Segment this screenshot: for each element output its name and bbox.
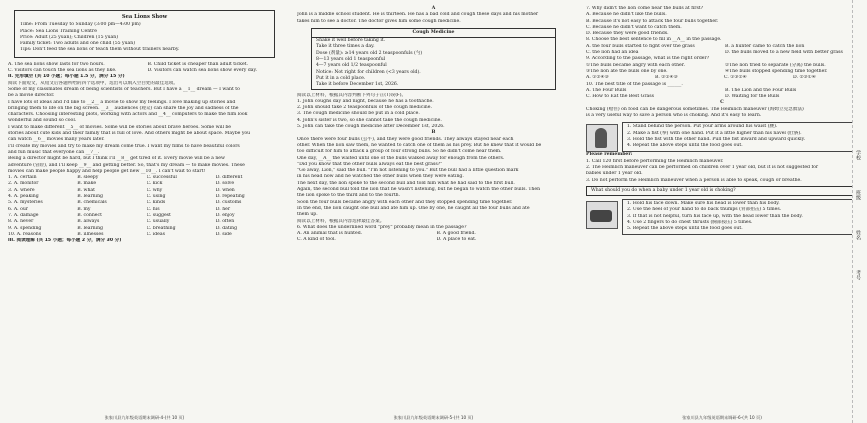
order-item: ①The bulls became angry with each other. [586, 62, 685, 68]
cloze-option[interactable]: C. kick [146, 181, 163, 187]
cloze-option[interactable]: D. her [215, 206, 231, 212]
tf-item[interactable]: 4. John's sister is two, so she cannot take the cough medicine. [297, 117, 442, 123]
story-line: in his head now and he watched the other bulls when they were eating. [297, 174, 464, 180]
cloze-option[interactable]: 7. A. damage [8, 212, 39, 218]
medicine-line: Put it in a cold place. [316, 75, 366, 81]
heimlich-illustration-icon [586, 124, 618, 152]
passage-label-c: C [720, 100, 724, 106]
choose-instructions: 阅读以上材料，根据其内容选择最佳答案。 [297, 218, 385, 224]
option[interactable]: C. ①③②④ [724, 75, 747, 81]
story-line: "Go away, Lion," said the bull. "I'm not listening to you." But the bull had a little question mark [297, 168, 519, 174]
strip-label: 姓名 [855, 230, 861, 240]
cloze-option[interactable]: 10. A. reasons [8, 231, 42, 237]
order-item: ③The lion ate the bulls one by one. [586, 68, 668, 74]
page-4 [0, 0, 289, 423]
steps-box [622, 122, 858, 151]
question-8: 8. Choose the best sentence to fill in __A__ in the passage. [586, 37, 722, 43]
story-line: them up. [297, 212, 318, 218]
intro-line: takes him to see a doctor. The doctor gives him some cough medicine. [297, 18, 461, 24]
notice-line: Tips: Don't feed the sea lions or teach them without trainers nearby. [20, 47, 180, 53]
option[interactable]: B. Child ticket is cheaper than adult ticket. [147, 61, 248, 67]
cloze-option[interactable]: D. often [215, 219, 235, 225]
cloze-option[interactable]: C. usually [146, 219, 170, 225]
passage-line: stories about cute kids and their family that is full of love. And others might be about space. Maybe you [8, 131, 251, 137]
story-line: The next day, the lion spoke to the second bull and told him what he had said to the first bull. [297, 180, 515, 186]
baby-steps [586, 199, 858, 234]
cloze-option[interactable]: 2. A. monitor [8, 181, 39, 187]
cloze-option[interactable]: D. repeating [215, 194, 245, 200]
medicine-line: Notice: Not right for children (<3 years old). [316, 69, 421, 75]
cloze-option[interactable]: C. suggest [146, 212, 171, 218]
passage-line: I'll create my movies and try to make my dream come true. I want my films to have beautiful colors [8, 143, 240, 149]
page-footer: 张家川县九年级英语期末调研-5-(共 10 页) [393, 414, 474, 420]
notice-box [14, 10, 275, 58]
notice-line: Time: From Tuesday to Sunday (3:00 pm—4:00 pm) [20, 22, 141, 28]
step: 3. If that is not helpful, turn his face up, with the head lower than the body. [627, 213, 803, 219]
cloze-option[interactable]: B. chemicals [77, 200, 107, 206]
cloze-option[interactable]: C. kinds [146, 200, 166, 206]
baby-back-thump-illustration-icon [586, 201, 618, 229]
remember-line: babies under 1 year old. [586, 171, 643, 177]
tf-instructions: 阅读以上材料，根据其内容判断下列句子正(T)误(F)。 [297, 92, 407, 98]
section-instructions: 阅读下面短文，从短文后各题所给的四个选项中，选出可以填入空白处的最佳选项。 [8, 80, 178, 86]
step: 1. Hold his face down. Make sure his head is lower than his body. [627, 201, 780, 207]
passage-line: I want to make different __5__ of movies. Some will be stories about brave heroes. Some will be [8, 124, 232, 130]
cloze-option[interactable]: C. successful [146, 175, 177, 181]
option[interactable]: D. Waiting for the Bulls [725, 94, 780, 100]
passage-line: wonderful and sound so cool. [8, 118, 77, 124]
step: 4. Use 2 fingers to do chest thrusts (胸部按压) 5 times. [627, 220, 753, 226]
option[interactable]: A. the four bulls started to fight over the grass [586, 43, 695, 49]
section-title: II. 完形填空 (共 10 小题；每小题 1.5 分，满分 15 分) [8, 74, 125, 80]
cloze-option[interactable]: B. sleepy [77, 175, 99, 181]
binding-strip [852, 0, 867, 423]
cloze-option[interactable]: 9. A. spending [8, 225, 42, 231]
passage-line: Some of my classmates dream of being scientists or teachers. But I have a __1__ dream — I want to [8, 86, 240, 92]
cloze-option[interactable]: D. different [215, 175, 243, 181]
passage-line: I have lots of ideas and I'd like to __2__ a movie to show my feelings. I love making up stories and [8, 99, 236, 105]
step: 5. Repeat the above steps until the food goes out. [627, 226, 743, 232]
cloze-option[interactable]: D. dating [215, 225, 238, 231]
section-title: III. 阅读理解 (共 15 小题；每小题 2 分，满分 30 分) [8, 238, 122, 244]
cloze-option[interactable]: D. customs [215, 200, 242, 206]
page-5 [289, 0, 578, 423]
medicine-line: Dose (剂量): ≥14 years old 2 teaspoonfuls (勺) [316, 50, 423, 56]
option[interactable]: D. ②③①④ [793, 75, 816, 81]
cloze-option[interactable]: B. learning [77, 194, 103, 200]
option[interactable]: B. a hunter came to catch the lion [725, 43, 805, 49]
passage-line: and fun music that everyone can __7__. [8, 149, 100, 155]
strip-label: 考号 [855, 270, 861, 280]
passage-line: adventure (冒险), and I'll keep __9__ and getting better. So, that's my dream — to make movies. These [8, 162, 245, 168]
cloze-option[interactable]: C. using [146, 194, 166, 200]
question-9-items [586, 63, 858, 76]
question-9: 9. According to the passage, what is the right order? [586, 56, 710, 62]
cloze-option[interactable]: 6. A. our [8, 206, 29, 212]
option[interactable]: B. Because it's not easy to attack the four bulls together. [586, 18, 719, 24]
question-8-options [586, 44, 858, 57]
cloze-option[interactable]: D. side [215, 231, 232, 237]
cloze-option[interactable]: C. ideas [146, 231, 165, 237]
notice-title: Sea Lions Show [121, 14, 168, 20]
question-options [8, 62, 281, 75]
cloze-option[interactable]: D. solve [215, 181, 235, 187]
step: 4. Repeat the above steps until the food goes out. [627, 143, 743, 149]
cloze-option[interactable]: B. what [77, 187, 96, 193]
passage-line: can watch __6__ movies many years later. [8, 137, 105, 143]
remember-title: Please remember: [586, 152, 633, 158]
intro-line: is a very useful way to save a person who is choking. And it's easy to learn. [586, 113, 762, 119]
question-10-options [586, 88, 858, 101]
option[interactable]: D. Visitors can watch sea lions show every day. [147, 68, 257, 74]
passage-line: be a movie director. [8, 93, 55, 99]
cloze-option[interactable]: B. illnesses [77, 231, 104, 237]
page-footer: 张家川县九年级英语期末调研-4-(共 10 页) [104, 414, 185, 420]
option[interactable]: C. Because he didn't want to catch them. [586, 24, 682, 30]
option[interactable]: A. ①②④③ [586, 75, 609, 81]
cloze-option[interactable]: D. enjoy [215, 212, 235, 218]
remember-line: 3. Do not perform the Heimlich maneuver when a person is able to speak, cough or breathe. [586, 177, 802, 183]
cloze-option[interactable]: B. my [77, 206, 91, 212]
story-line: One day, __A__ the waited until one of the bulls walked away for enough from the others. [297, 155, 505, 161]
adult-steps [586, 122, 858, 152]
passage-line: characters. Choosing interesting plots, working with actors and __4__ computers to make the film look [8, 112, 248, 118]
cloze-option[interactable]: 1. A. certain [8, 175, 37, 181]
question-7: 7. Why didn't the lion come near the bulls at first? [586, 6, 704, 11]
step: 3. Hold the fist with the other hand. Pull the fist inward and upward quickly. [627, 136, 806, 142]
medicine-line: Take it before December 1st, 2026. [316, 82, 399, 88]
option[interactable]: D. A place to eat. [436, 237, 477, 243]
story-line: Soon the four bulls became angry with each other and they stopped spending time together. [297, 199, 513, 205]
cloze-choices [8, 175, 281, 238]
passage-line: Being a director might be hard, but I think I'll __8__ get tired of it. Every movie will be a new [8, 156, 225, 162]
medicine-label [311, 28, 556, 90]
cloze-option[interactable]: 5. A. mysteries [8, 200, 43, 206]
step: 2. Make a fist (拳) with one hand. Put it a little higher than his navel (肚脐). [627, 130, 802, 136]
remember-line: 2. The Heimlich maneuver can be performed on children over 1 year old, but it is not suggested for [586, 164, 819, 170]
notice-line: Price: Adult (25 yuan); Children (15 yuan) [20, 34, 119, 40]
option[interactable]: D. Because they were good friends. [586, 31, 669, 37]
page-6 [578, 0, 867, 423]
order-item: ④The bulls stopped spending time together. [725, 68, 828, 74]
story-line: "Did you know that the other bulls always eat the best grass?" [297, 161, 443, 167]
notice-line: Family ticket: Two adults and one child (55 yuan) [20, 41, 136, 47]
option[interactable]: A. Because he didn't like the bulls. [586, 12, 667, 18]
story-line: Once there were four bulls (公牛), and they were good friends. They always stayed near each [297, 136, 514, 142]
passage-line: bringing them to life on the big screen. __3__ audiences (观众) can share the joy and sadness of the [8, 105, 239, 111]
question-6-options [297, 231, 570, 244]
option[interactable]: A. An animal that is hunted. [297, 231, 363, 237]
steps-box [622, 199, 858, 234]
option[interactable]: A. The Four Bulls [586, 87, 627, 93]
tf-item[interactable]: 1. John coughs day and night, because he has a toothache. [297, 98, 434, 104]
intro-line: Choking (噎住) on food can be dangerous sometimes. The Heimlich maneuver (海姆立克急救法) [586, 106, 804, 112]
medicine-line: Shake it well before taking it. [316, 38, 386, 44]
cloze-option[interactable]: 4. A. peaking [8, 194, 39, 200]
cloze-option[interactable]: C. breathing [146, 225, 176, 231]
cloze-option[interactable]: B. learning [77, 225, 103, 231]
option[interactable]: B. A good friend. [436, 231, 476, 237]
strip-label: 班级 [855, 190, 861, 200]
cloze-option[interactable]: 3. A. where [8, 187, 35, 193]
intro-line: John is a middle school student. He is thirteen. He has a bad cold and cough these days and his mother [297, 12, 539, 18]
tf-item[interactable]: 2. John should take 2 teaspoonfuls of the cough medicine. [297, 105, 432, 111]
medicine-line: 4—7 years old 1/2 teaspoonful [316, 63, 387, 69]
story-line: Again, the second bull told the lion that he wasn't listening, but he began to watch the other bulls. Then [297, 187, 541, 193]
story-line: the lion spoke to the third and to the fourth. [297, 193, 401, 199]
tf-item[interactable]: 5. John can take the cough medicine after December 1st, 2026. [297, 124, 445, 130]
option[interactable]: C. Visitors can touch the sea lions as they like. [8, 68, 117, 74]
story-line: other. When the lion saw them, he wanted to catch one of them as his prey. But he knew that it would be [297, 142, 542, 148]
story-line: In the end, the lion caught one bull and ate him up. One by one, he caught all the four bulls and ate [297, 205, 530, 211]
option[interactable]: B. ②①④③ [655, 75, 678, 81]
cloze-option[interactable]: B. connect [77, 212, 102, 218]
passage-line: movies can make people happy and help people get new __10__. I can't wait to start! [8, 168, 206, 174]
step: 2. Use the heel of your hand to do back thumps (背部拍击) 5 times. [627, 207, 782, 213]
passage-label-b: B [431, 130, 436, 136]
notice-line: Place: Sea Lions Training Centre [20, 28, 97, 34]
cloze-option[interactable]: 8. A. never [8, 219, 34, 225]
passage-label-a: A [431, 6, 436, 11]
strip-label: 学校 [855, 150, 861, 160]
cloze-option[interactable]: C. why [146, 187, 163, 193]
tf-item[interactable]: 3. The cough medicine should be put in a cold place. [297, 111, 420, 117]
cloze-option[interactable]: D. when [215, 187, 235, 193]
option[interactable]: C. How to Eat the Best Grass [586, 94, 654, 100]
cloze-option[interactable]: B. always [77, 219, 100, 225]
option[interactable]: C. the lion had an idea [586, 50, 639, 56]
option[interactable]: B. The Lion and the Four Bulls [725, 87, 797, 93]
question-10: 10. The best title of the passage is ______. [586, 81, 683, 87]
option[interactable]: D. the bulls moved to a new field with better grass [725, 50, 843, 56]
medicine-title: Cough Medicine [312, 29, 555, 38]
option[interactable]: C. A kind of tool. [297, 237, 336, 243]
medicine-line: 8—13 years old 1 teaspoonful [316, 57, 386, 63]
cloze-option[interactable]: C. his [146, 206, 160, 212]
step: 1. Stand behind the person. Put your arms around his waist (腰). [627, 124, 778, 130]
option[interactable]: A. The sea lions show lasts for two hours. [8, 61, 105, 67]
cloze-passage [8, 87, 281, 175]
page-footer: 张家川县九年级英语期末调研-6-(共 10 页) [682, 414, 762, 420]
medicine-line: Take it three times a day. [316, 44, 375, 50]
baby-question: What should you do when a baby under 1 year old is choking? [586, 186, 858, 196]
order-item: ②The lion tried to separate (分离) the bulls. [725, 62, 826, 68]
question-6: 6. What does the underlined word "prey" probably mean in the passage? [297, 224, 467, 230]
story-line: too difficult for him to attack a group of four strong bulls. So he didn't come near them. [297, 149, 502, 155]
cloze-option[interactable]: B. make [77, 181, 97, 187]
remember-line: 1. Call 120 first before performing the Heimlich maneuver. [586, 158, 724, 164]
